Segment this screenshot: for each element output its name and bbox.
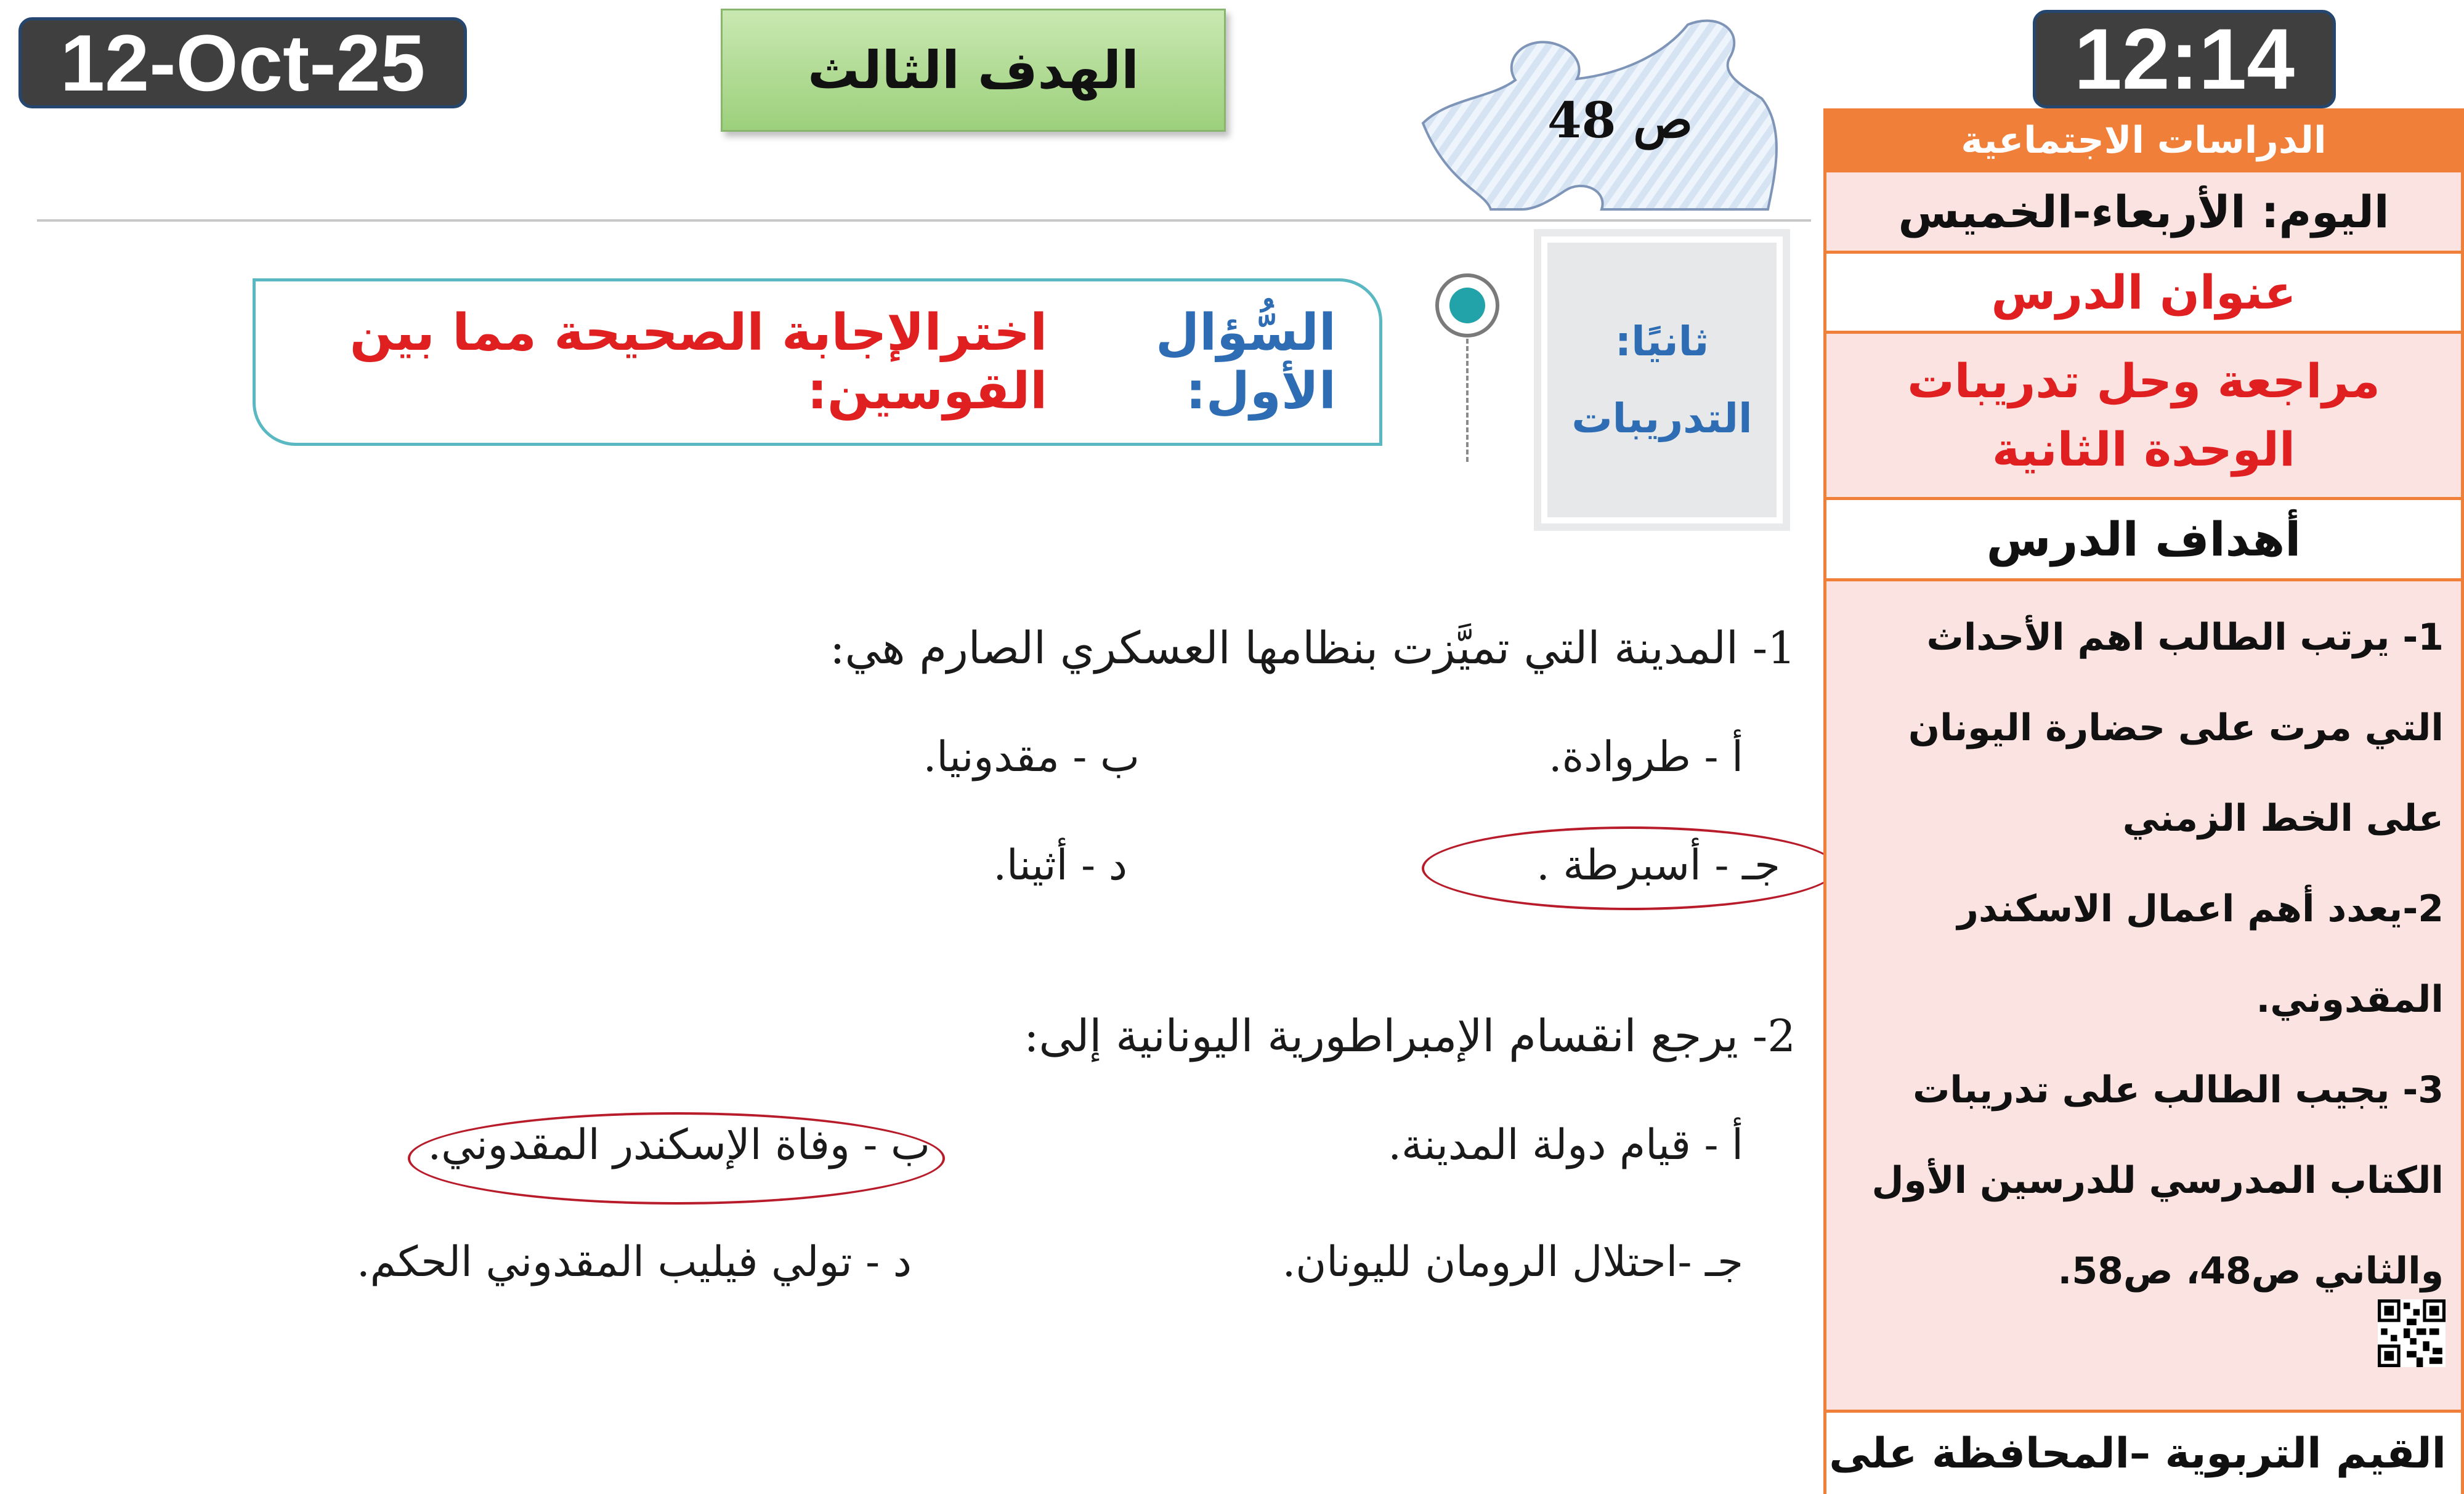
day-cell: اليوم: الأربعاء-الخميس	[1823, 172, 2464, 254]
subject-header: الدراسات الاجتماعية	[1823, 108, 2464, 172]
lesson-title-label: عنوان الدرس	[1823, 254, 2464, 334]
question-label: السُّؤال الأول:	[1155, 304, 1336, 421]
q2-option-c: جـ -احتلال الرومان لليونان.	[1282, 1238, 1743, 1286]
lesson-sidebar	[1823, 108, 2464, 1478]
question-instruction: اخترالإجابة الصحيحة مما بين القوسين:	[349, 304, 1048, 421]
section-label: ثانيًا:	[1615, 317, 1709, 365]
q1-option-b: ب - مقدونيا.	[923, 733, 1140, 781]
q2-option-b: ب - وفاة الإسكندر المقدوني.	[428, 1121, 930, 1169]
q1-option-a: أ - طروادة.	[1549, 733, 1743, 781]
question-1-stem: 1- المدينة التي تميَّزت بنظامها العسكري الصارم هي:	[830, 622, 1796, 674]
goal-item: 3- يجيب الطالب على تدريبات الكتاب المدرسي للدرسين الأول والثاني ص48، ص58.	[1871, 1068, 2444, 1293]
dashed-connector	[1466, 339, 1469, 462]
goal-item: 2-يعدد أهم اعمال الاسكندر المقدوني.	[1957, 887, 2444, 1021]
clock-badge: 12:14	[2033, 10, 2336, 108]
objective-banner: الهدف الثالث	[721, 9, 1226, 132]
question-instruction-box	[253, 278, 1382, 446]
pin-icon	[1435, 273, 1499, 337]
qr-code-icon[interactable]	[2378, 1299, 2446, 1367]
goal-item: 1- يرتب الطالب اهم الأحداث التي مرت على حضارة اليونان على الخط الزمني	[1908, 616, 2444, 840]
page-reference: ص 48	[1547, 91, 1693, 149]
values-cell: القيم التربوية –المحافظة على	[1823, 1413, 2464, 1494]
section-box	[1534, 229, 1790, 531]
answer-ring-q2	[408, 1112, 945, 1205]
q2-option-d: د - تولي فيليب المقدوني الحكم.	[357, 1238, 912, 1286]
question-2-stem: 2- يرجع انقسام الإمبراطورية اليونانية إلى:	[1024, 1010, 1796, 1062]
divider	[37, 219, 1811, 222]
q2-option-a: أ - قيام دولة المدينة.	[1388, 1121, 1743, 1169]
lesson-title: مراجعة وحل تدريبات الوحدة الثانية	[1823, 334, 2464, 500]
q1-option-c: جـ - أسبرطة .	[1536, 841, 1780, 890]
date-badge: 12-Oct-25	[18, 17, 467, 108]
goals-list	[1823, 581, 2464, 1413]
q1-option-d: د - أثينا.	[993, 841, 1127, 890]
answer-ring-q1	[1422, 826, 1838, 910]
section-title: التدريبات	[1571, 395, 1753, 442]
goals-label: أهداف الدرس	[1823, 500, 2464, 581]
